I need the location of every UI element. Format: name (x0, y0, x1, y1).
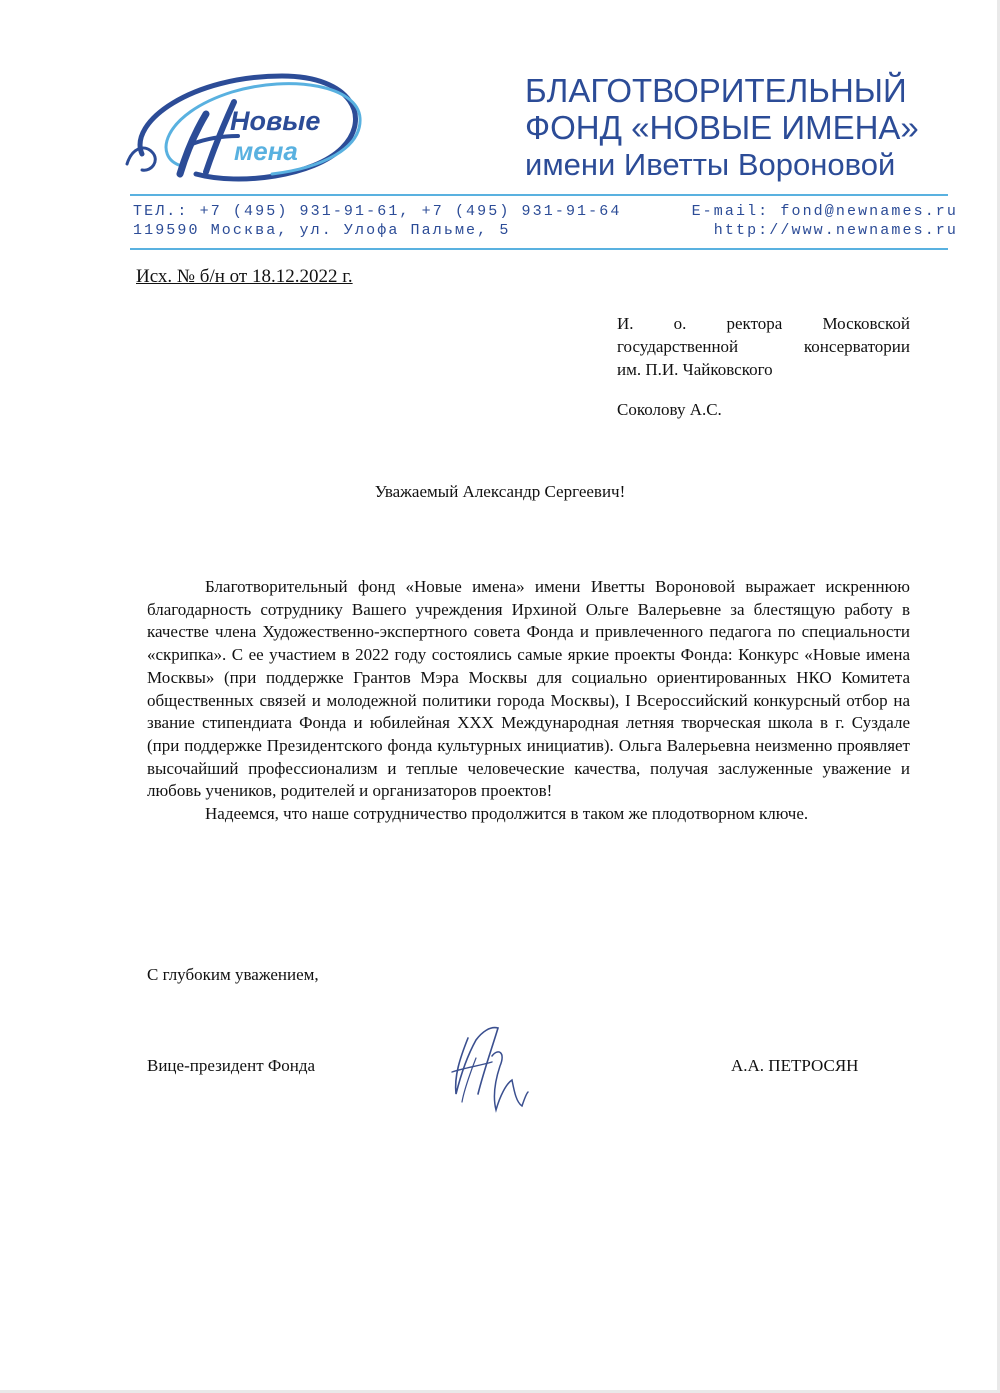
org-name-line-1: БЛАГОТВОРИТЕЛЬНЫЙ (525, 72, 907, 109)
salutation: Уважаемый Александр Сергеевич! (374, 482, 626, 501)
letterhead-top-rule (130, 194, 948, 196)
phone-numbers: ТЕЛ.: +7 (495) 931-91-61, +7 (495) 931-91-64 (133, 203, 622, 220)
recipient-block (617, 312, 910, 421)
website-url: http://www.newnames.ru (713, 222, 958, 239)
signer-name: А.А. ПЕТРОСЯН (731, 1056, 859, 1075)
signer-title: Вице-президент Фонда (147, 1056, 316, 1075)
logo-word-1: Новые (230, 106, 321, 136)
outgoing-reference-number: Исх. № б/н от 18.12.2022 г. (136, 266, 353, 287)
recipient-line-2: государственной консерватории (617, 337, 910, 356)
body-paragraph-2: Надеемся, что наше сотрудничество продолжится в таком же плодотворном ключе. (205, 804, 809, 824)
email-address: E-mail: fond@newnames.ru (691, 203, 958, 220)
contact-row-1 (133, 202, 958, 221)
signature-graphic (442, 1018, 534, 1118)
organization-name (525, 72, 955, 183)
contact-block (133, 202, 958, 240)
logo-graphic (122, 62, 372, 192)
recipient-name: Соколову А.С. (617, 400, 722, 419)
foundation-logo (122, 62, 372, 192)
org-name-line-3: имени Иветты Вороновой (525, 147, 896, 182)
closing-phrase: С глубоким уважением, (147, 965, 319, 984)
contact-row-2 (133, 221, 958, 240)
recipient-line-1: И. о. ректора Московской (617, 314, 910, 333)
handwritten-signature (442, 1018, 534, 1118)
letter-body (147, 576, 910, 826)
recipient-line-3: им. П.И. Чайковского (617, 360, 773, 379)
letterhead-bottom-rule (130, 248, 948, 250)
logo-word-2: мена (234, 136, 298, 166)
body-paragraph-1: Благотворительный фонд «Новые имена» имени Иветты Вороновой выражает искреннюю благодарность сотруднику Вашего учреждения Ирхиной Ольге Валерьевне за блестящую работу в качестве члена Художественно-экспертного совета Фонда и привлеченного педагога по специальности «скрипка». С ее участием в 2022 году состоялись самые яркие проекты Фонда: Конкурс «Новые имена Москвы» (при поддержке Грантов Мэра Москвы для социально ориентированных НКО Комитета общественных связей и молодежной политики города Москвы), I Всероссийский конкурсный отбор на звание стипендиата Фонда и юбилейная XXX Международная летняя творческая школа в г. Суздале (при поддержке Президентского фонда культурных инициатив). Ольга Валерьевна неизменно проявляет высочайший профессионализм и теплые человеческие качества, получая заслуженные уважение и любовь учеников, родителей и организаторов проектов! (147, 577, 910, 801)
postal-address: 119590 Москва, ул. Улофа Пальме, 5 (133, 222, 511, 239)
org-name-line-2: ФОНД «НОВЫЕ ИМЕНА» (525, 109, 919, 146)
